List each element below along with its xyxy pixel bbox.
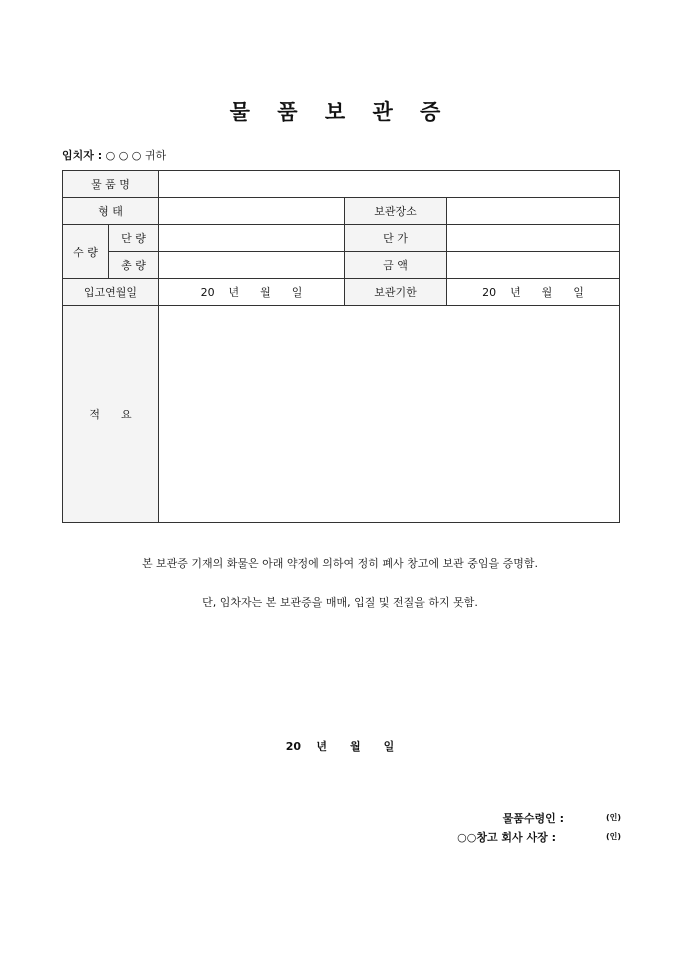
entry-date-label: 입고연월일	[63, 279, 159, 306]
quantity-label: 수 량	[63, 225, 109, 279]
issue-date: 20 년 월 일	[285, 740, 395, 753]
item-name-label: 물 품 명	[63, 171, 159, 198]
row-unit	[63, 225, 620, 252]
row-total	[63, 252, 620, 279]
row-item-name	[63, 171, 620, 198]
document-title: 물 품 보 관 증	[229, 100, 451, 124]
form-label: 형 태	[63, 198, 159, 225]
amount-label: 금 액	[345, 252, 447, 279]
lessee-label: 임치자 :	[62, 149, 103, 162]
unit-qty-field[interactable]	[159, 225, 345, 252]
lessee-value: ○ ○ ○ 귀하	[105, 149, 167, 162]
storage-place-field[interactable]	[447, 198, 620, 225]
company-label: ○○창고 회사 사장 :	[457, 831, 556, 844]
receiver-seal: (인)	[606, 813, 622, 822]
row-form	[63, 198, 620, 225]
storage-place-label: 보관장소	[345, 198, 447, 225]
storage-period-label: 보관기한	[345, 279, 447, 306]
total-qty-field[interactable]	[159, 252, 345, 279]
row-dates	[63, 279, 620, 306]
notice-line-2: 단, 임차자는 본 보관증을 매매, 입질 및 전질을 하지 못함.	[202, 596, 478, 609]
row-remarks	[63, 306, 620, 523]
storage-period-field[interactable]: 20 년 월 일	[447, 279, 620, 306]
notice-line-1: 본 보관증 기재의 화물은 아래 약정에 의하여 정히 폐사 창고에 보관 중임을 증명함.	[141, 557, 539, 570]
item-name-field[interactable]	[159, 171, 620, 198]
unit-price-label: 단 가	[345, 225, 447, 252]
receiver-label: 물품수령인 :	[502, 812, 564, 825]
storage-form-table	[62, 170, 620, 523]
remarks-label: 적 요	[63, 306, 159, 523]
unit-qty-label: 단 량	[109, 225, 159, 252]
amount-field[interactable]	[447, 252, 620, 279]
lessee-line	[62, 147, 166, 163]
form-field[interactable]	[159, 198, 345, 225]
unit-price-field[interactable]	[447, 225, 620, 252]
company-seal: (인)	[606, 832, 622, 841]
total-qty-label: 총 량	[109, 252, 159, 279]
entry-date-field[interactable]: 20 년 월 일	[159, 279, 345, 306]
remarks-field[interactable]	[159, 306, 620, 523]
